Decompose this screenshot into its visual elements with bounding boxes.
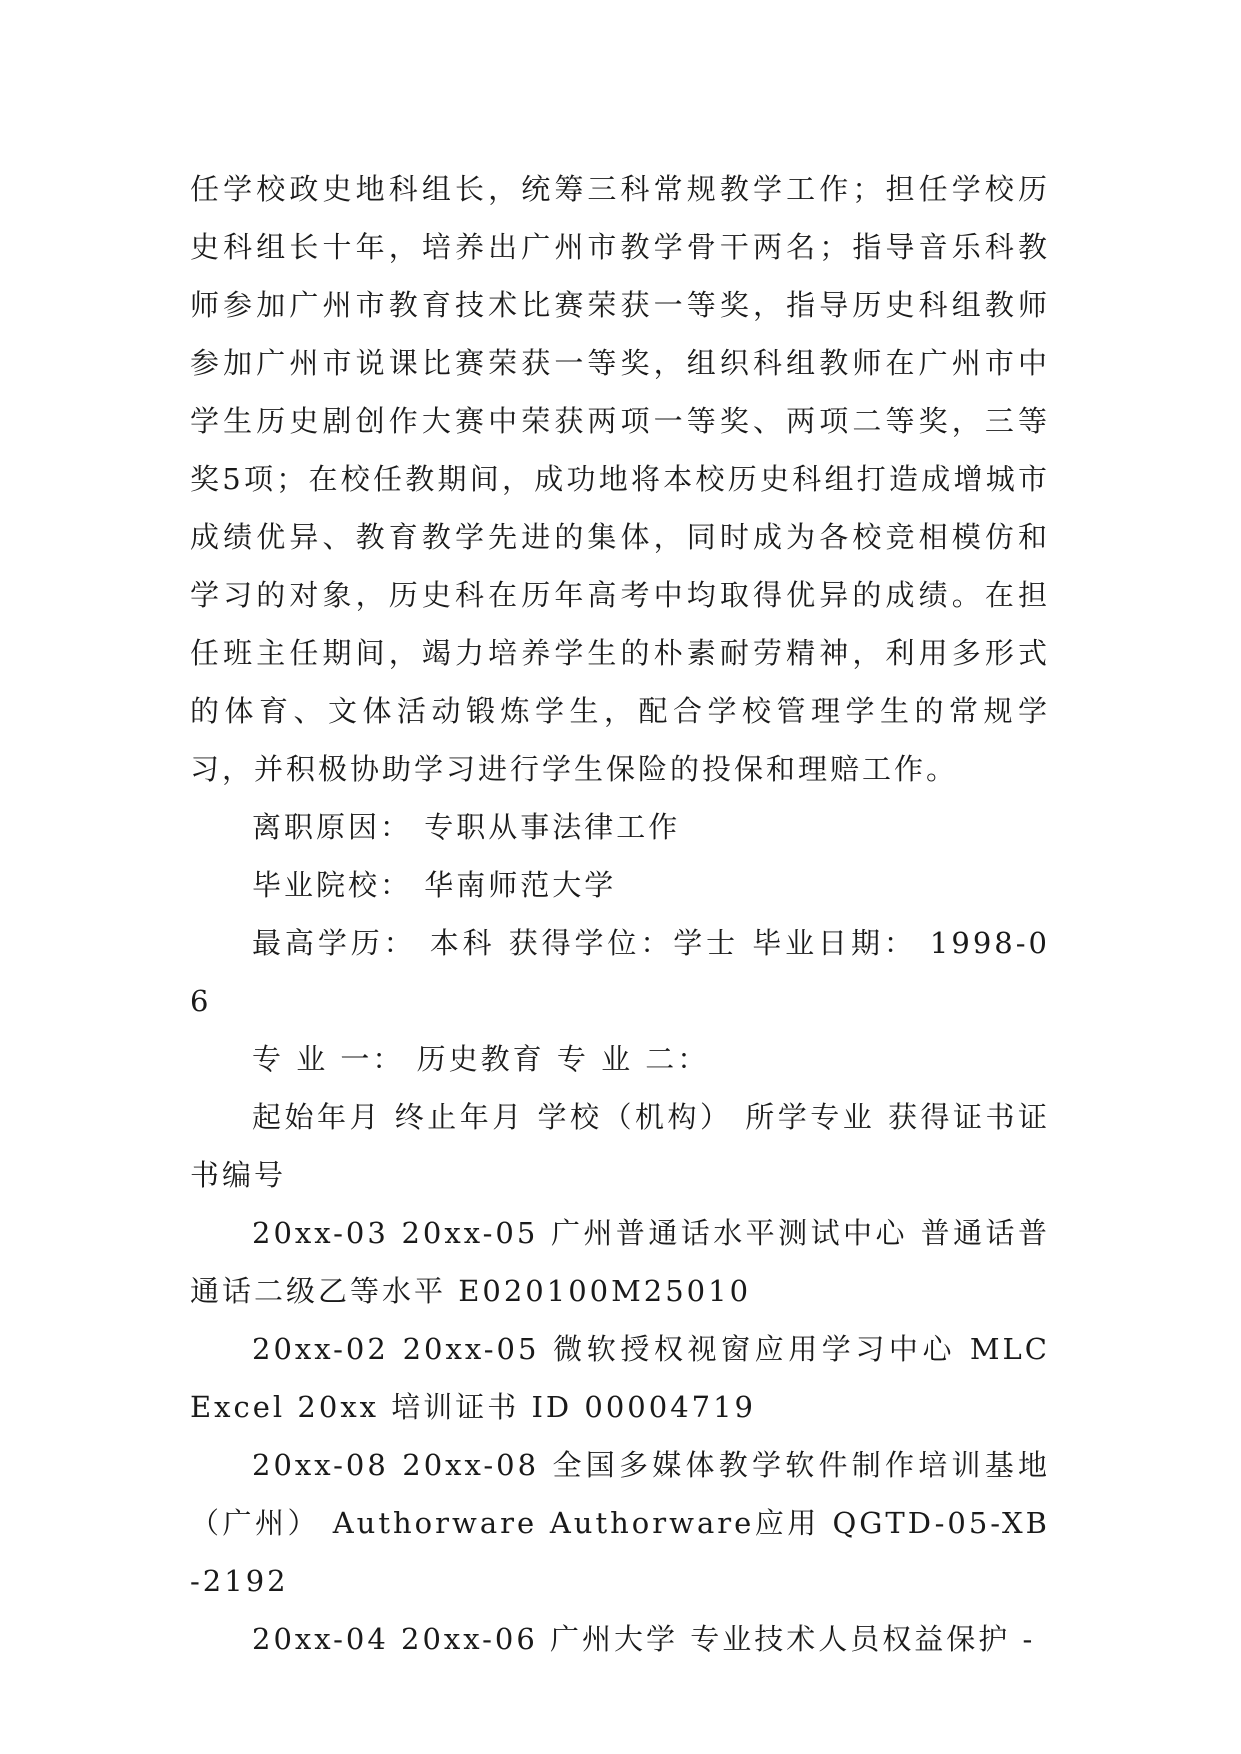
paragraph-majors: 专 业 一： 历史教育 专 业 二： xyxy=(252,1042,710,1076)
paragraph-graduate-school: 毕业院校： 华南师范大学 xyxy=(252,868,617,902)
paragraph-leave-reason: 离职原因： 专职从事法律工作 xyxy=(252,810,681,844)
paragraph-education-degree: 最高学历： 本科 获得学位：学士 毕业日期： 1998-06 xyxy=(190,926,1050,1018)
paragraph-training-row-1: 20xx-03 20xx-05 广州普通话水平测试中心 普通话普通话二级乙等水平 E020100M25010 xyxy=(190,1216,1050,1308)
document-page xyxy=(190,160,1050,1668)
paragraph-training-row-4: 20xx-04 20xx-06 广州大学 专业技术人员权益保护 - xyxy=(252,1622,1036,1656)
paragraph-training-row-3: 20xx-08 20xx-08 全国多媒体教学软件制作培训基地（广州） Authorware Authorware应用 QGTD-05-XB-2192 xyxy=(190,1448,1050,1598)
paragraph-training-header: 起始年月 终止年月 学校（机构） 所学专业 获得证书证书编号 xyxy=(190,1100,1050,1192)
paragraph-work-experience: 任学校政史地科组长，统筹三科常规教学工作；担任学校历史科组长十年，培养出广州市教学骨干两名；指导音乐科教师参加广州市教育技术比赛荣获一等奖，指导历史科组教师参加广州市说课比赛荣获一等奖，组织科组教师在广州市中学生历史剧创作大赛中荣获两项一等奖、两项二等奖，三等奖5项；在校任教期间，成功地将本校历史科组打造成增城市成绩优异、教育教学先进的集体，同时成为各校竞相模仿和学习的对象，历史科在历年高考中均取得优异的成绩。在担任班主任期间，竭力培养学生的朴素耐劳精神，利用多形式的体育、文体活动锻炼学生，配合学校管理学生的常规学习，并积极协助学习进行学生保险的投保和理赔工作。 xyxy=(190,172,1050,786)
paragraph-training-row-2: 20xx-02 20xx-05 微软授权视窗应用学习中心 MLC Excel 20xx 培训证书 ID 00004719 xyxy=(190,1332,1050,1424)
